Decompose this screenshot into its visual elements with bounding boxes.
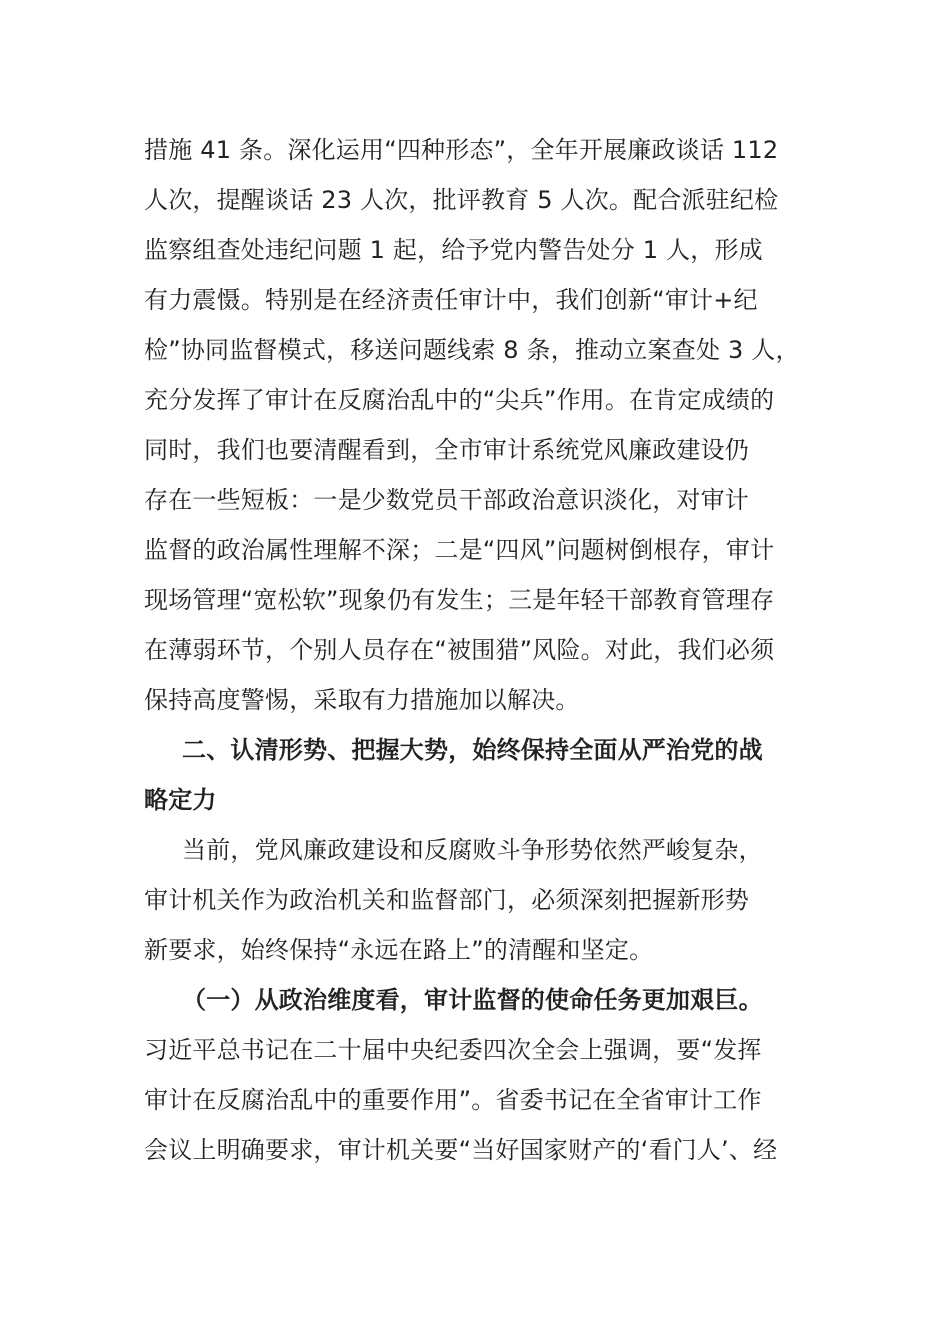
text-line: 习近平总书记在二十届中央纪委四次全会上强调，要“发挥 bbox=[144, 1036, 762, 1064]
subsection-heading: （一）从政治维度看，审计监督的使命任务更加艰巨。 bbox=[182, 986, 763, 1014]
text-line: 当前，党风廉政建设和反腐败斗争形势依然严峻复杂， bbox=[182, 836, 763, 864]
text-line: 在薄弱环节，个别人员存在“被围猎”风险。对此，我们必须 bbox=[144, 636, 775, 664]
text-line: 充分发挥了审计在反腐治乱中的“尖兵”作用。在肯定成绩的 bbox=[144, 386, 775, 414]
text-line: 监督的政治属性理解不深；二是“四风”问题树倒根存，审计 bbox=[144, 536, 775, 564]
text-line: 审计在反腐治乱中的重要作用”。省委书记在全省审计工作 bbox=[144, 1086, 762, 1114]
text-line: 措施 41 条。深化运用“四种形态”，全年开展廉政谈话 112 bbox=[144, 136, 779, 164]
text-line: 保持高度警惕，采取有力措施加以解决。 bbox=[144, 686, 580, 714]
text-line: 监察组查处违纪问题 1 起，给予党内警告处分 1 人，形成 bbox=[144, 236, 763, 264]
text-line: 会议上明确要求，审计机关要“当好国家财产的‘看门人’、经 bbox=[144, 1136, 778, 1164]
text-line: 同时，我们也要清醒看到，全市审计系统党风廉政建设仍 bbox=[144, 436, 749, 464]
text-line: 新要求，始终保持“永远在路上”的清醒和坚定。 bbox=[144, 936, 654, 964]
text-line: 现场管理“宽松软”现象仍有发生；三是年轻干部教育管理存 bbox=[144, 586, 775, 614]
section-heading: 二、认清形势、把握大势，始终保持全面从严治党的战 bbox=[182, 736, 763, 764]
text-line: 人次，提醒谈话 23 人次，批评教育 5 人次。配合派驻纪检 bbox=[144, 186, 779, 214]
text-line: 检”协同监督模式，移送问题线索 8 条，推动立案查处 3 人， bbox=[144, 336, 800, 364]
text-line: 审计机关作为政治机关和监督部门，必须深刻把握新形势 bbox=[144, 886, 749, 914]
section-heading-continued: 略定力 bbox=[144, 786, 217, 814]
text-line: 有力震慑。特别是在经济责任审计中，我们创新“审计+纪 bbox=[144, 286, 758, 314]
text-line: 存在一些短板：一是少数党员干部政治意识淡化，对审计 bbox=[144, 486, 749, 514]
